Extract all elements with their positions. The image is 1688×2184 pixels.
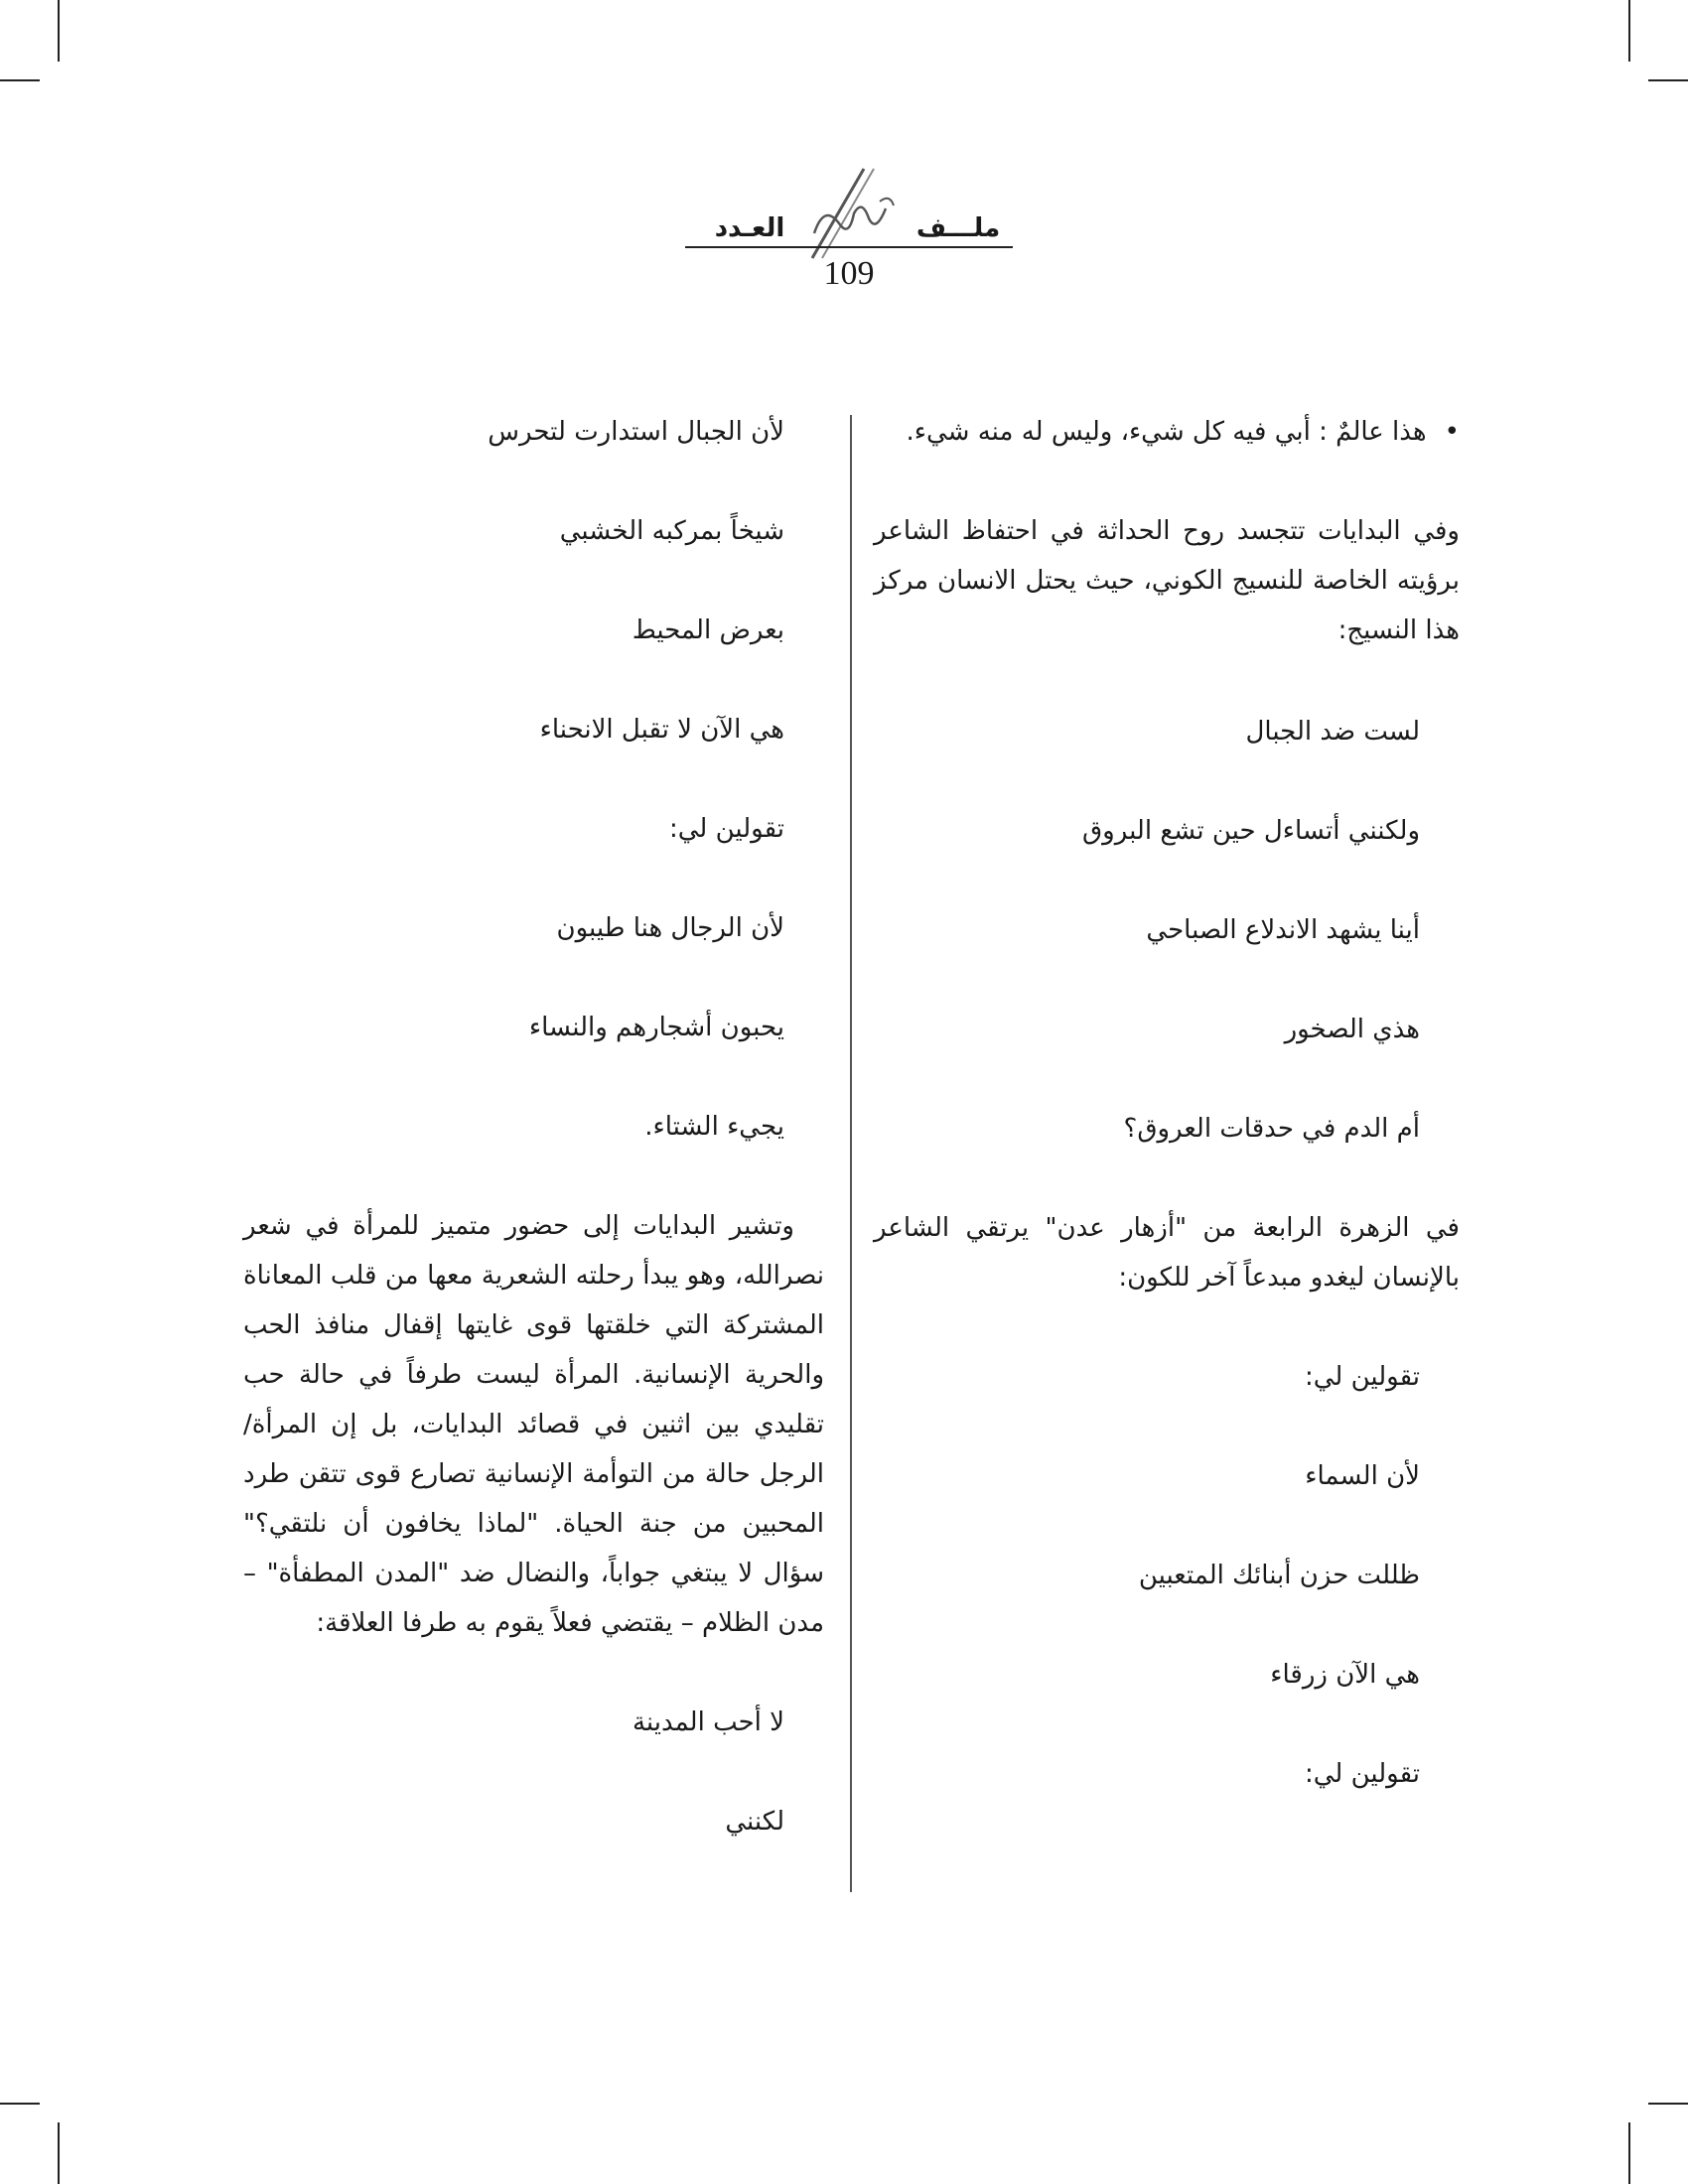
crop-mark-bottom-left-h bbox=[0, 2103, 40, 2105]
verse-line: هي الآن لا تقبل الانحناء bbox=[539, 715, 784, 745]
crop-mark-bottom-left-v bbox=[58, 2122, 60, 2184]
crop-mark-bottom-right-h bbox=[1648, 2103, 1688, 2105]
page-header bbox=[685, 164, 1013, 313]
verse-line: لأن السماء bbox=[1305, 1461, 1420, 1491]
paragraph: وفي البدايات تتجسد روح الحداثة في احتفاظ الشاعر برؤيته الخاصة للنسيج الكوني، حيث يحتل الانسان مركز هذا النسيج: bbox=[874, 516, 1460, 645]
paragraph: وتشير البدايات إلى حضور متميز للمرأة في شعر نصرالله، وهو يبدأ رحلته الشعرية معها من قلب المعاناة المشتركة التي خلقتها قوى غايتها إقفال منافذ الحب والحرية الإنسانية. المرأة ليست طرفاً في حالة حب تقليدي بين اثنين في قصائد البدايات، بل إن المرأة/الرجل حالة من التوأمة الإنسانية تصارع قوى تتقن طرد المحبين من جنة الحياة. "لماذا يخافون أن نلتقي؟" سؤال لا يبتغي جواباً، والنضال ضد "المدن المطفأة" – مدن الظلام – يقتضي فعلاً يقوم به طرفا العلاقة: bbox=[243, 1211, 824, 1638]
right-column bbox=[874, 407, 1460, 1799]
verse-line: لأن الرجال هنا طيبون bbox=[556, 913, 784, 943]
verse-line: ولكنني أتساءل حين تشع البروق bbox=[1082, 816, 1420, 846]
verse-line: أم الدم في حدقات العروق؟ bbox=[1123, 1114, 1420, 1144]
column-divider bbox=[850, 415, 852, 1892]
crop-mark-top-right-h bbox=[1648, 79, 1688, 81]
crop-mark-bottom-right-v bbox=[1628, 2122, 1630, 2184]
crop-mark-top-right-v bbox=[1628, 0, 1630, 62]
header-issue-label: العـدد bbox=[714, 213, 785, 243]
verse-line: تقولين لي: bbox=[1305, 1759, 1420, 1789]
verse-line: أينا يشهد الاندلاع الصباحي bbox=[1146, 915, 1420, 945]
verse-line: هذي الصخور bbox=[1284, 1015, 1420, 1044]
verse-line: لكنني bbox=[725, 1807, 784, 1837]
verse-line: تقولين لي: bbox=[669, 814, 784, 844]
verse-line: يحبون أشجارهم والنساء bbox=[528, 1013, 784, 1042]
left-column bbox=[243, 407, 824, 1846]
verse-line: ظللت حزن أبنائك المتعبين bbox=[1138, 1561, 1420, 1590]
verse-line: شيخاً بمركبه الخشبي bbox=[559, 516, 784, 546]
verse-line: لأن الجبال استدارت لتحرس bbox=[488, 417, 784, 447]
page-number: 109 bbox=[823, 255, 875, 292]
header-file-label: ملـــف bbox=[915, 213, 1001, 243]
crop-mark-top-left-h bbox=[0, 79, 40, 81]
bullet-paragraph: • هذا عالمٌ : أبي فيه كل شيء، وليس له منه شيء. bbox=[874, 407, 1460, 457]
verse-line: لا أحب المدينة bbox=[632, 1707, 784, 1737]
crop-mark-top-left-v bbox=[58, 0, 60, 62]
header-rule bbox=[685, 246, 1013, 248]
verse-line: هي الآن زرقاء bbox=[1270, 1660, 1420, 1690]
paragraph: في الزهرة الرابعة من "أزهار عدن" يرتقي الشاعر بالإنسان ليغدو مبدعاً آخر للكون: bbox=[874, 1213, 1460, 1293]
verse-line: بعرض المحيط bbox=[632, 615, 784, 645]
verse-line: يجيء الشتاء. bbox=[644, 1112, 784, 1142]
verse-line: تقولين لي: bbox=[1305, 1362, 1420, 1392]
verse-line: لست ضد الجبال bbox=[1245, 717, 1420, 747]
